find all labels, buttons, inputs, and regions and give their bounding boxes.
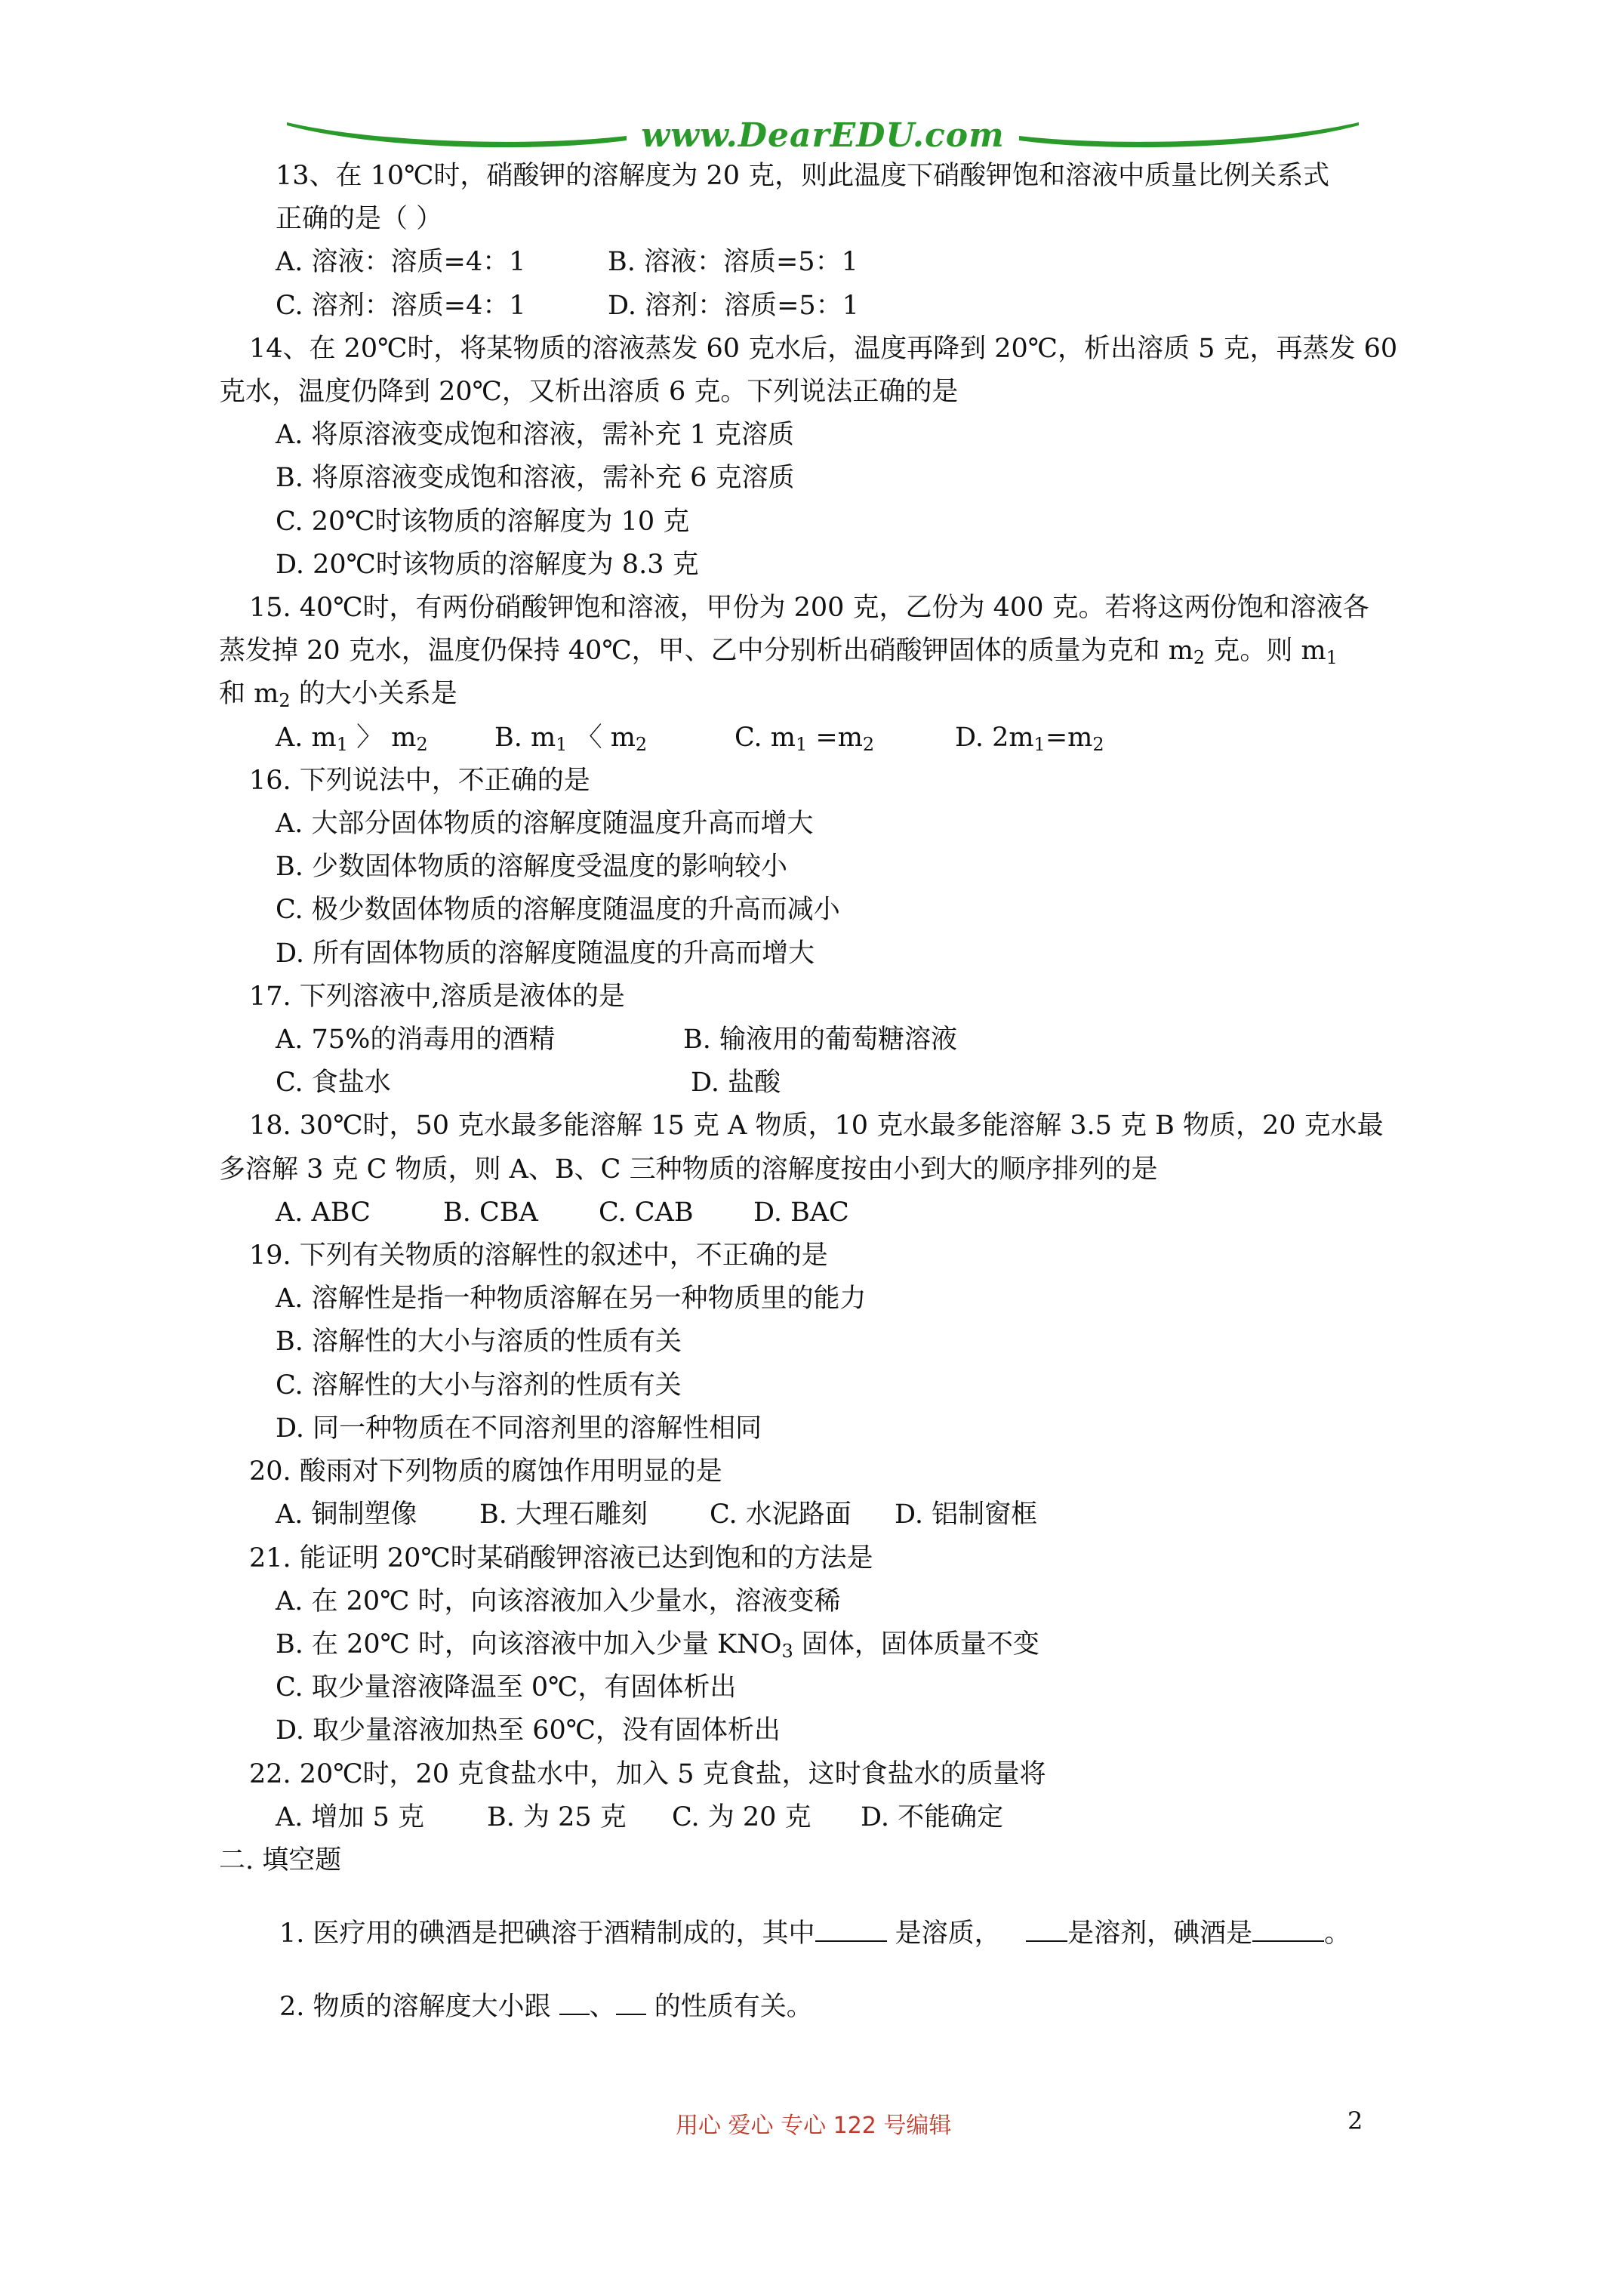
q17-option-b: B. 输液用的葡萄糖溶液 bbox=[683, 1025, 957, 1056]
subscript: 2 bbox=[635, 733, 648, 755]
q13-option-d: D. 溶剂：溶质=5：1 bbox=[608, 290, 859, 321]
option-text: A. m bbox=[276, 722, 337, 753]
q16-option-c: C. 极少数固体物质的溶解度随温度的升高而减小 bbox=[276, 895, 840, 926]
q21-option-c: C. 取少量溶液降温至 0℃，有固体析出 bbox=[276, 1672, 737, 1703]
q18-option-d: D. BAC bbox=[753, 1197, 849, 1228]
q15-line2-text2: 克。则 m bbox=[1205, 636, 1326, 667]
q19-option-c: C. 溶解性的大小与溶剂的性质有关 bbox=[276, 1370, 682, 1401]
fill-text: 1. 医疗用的碘酒是把碘溶于酒精制成的，其中 bbox=[279, 1918, 815, 1949]
subscript: 2 bbox=[1092, 733, 1104, 755]
fill-question-2 bbox=[219, 1986, 1419, 2029]
page-footer bbox=[0, 2106, 1623, 2144]
q18-option-c: C. CAB bbox=[599, 1197, 694, 1228]
subscript: 1 bbox=[1326, 647, 1338, 669]
q14-option-d: D. 20℃时该物质的溶解度为 8.3 克 bbox=[276, 549, 699, 580]
section2-title: 二. 填空题 bbox=[219, 1845, 342, 1875]
fill-text: 、 bbox=[589, 1992, 616, 2023]
q18-option-b: B. CBA bbox=[443, 1197, 538, 1228]
q15-options bbox=[219, 717, 1419, 760]
q15-option-b bbox=[494, 717, 735, 760]
q17-options-ab bbox=[219, 1019, 1419, 1062]
q17-option-c: C. 食盐水 bbox=[276, 1068, 391, 1099]
q15-option-c bbox=[735, 717, 955, 760]
fill-text: 是溶剂，碘酒是 bbox=[1067, 1918, 1253, 1949]
q20-options bbox=[219, 1493, 1419, 1536]
q14-line2: 克水，温度仍降到 20℃，又析出溶质 6 克。下列说法正确的是 bbox=[219, 377, 959, 408]
answer-blank[interactable] bbox=[1026, 1918, 1067, 1942]
q18-options bbox=[219, 1191, 1419, 1234]
question-content bbox=[219, 155, 1419, 2029]
q14-option-b: B. 将原溶液变成饱和溶液，需补充 6 克溶质 bbox=[276, 463, 795, 494]
answer-blank[interactable] bbox=[616, 1991, 646, 2015]
subscript: 3 bbox=[781, 1640, 793, 1662]
option-text: B. 在 20℃ 时，向该溶液中加入少量 KNO bbox=[276, 1629, 782, 1660]
page-number: 2 bbox=[1347, 2106, 1363, 2135]
option-text: 〈 m bbox=[567, 722, 636, 753]
q20-stem: 20. 酸雨对下列物质的腐蚀作用明显的是 bbox=[249, 1456, 722, 1487]
q17-options-cd bbox=[219, 1062, 1419, 1105]
subscript: 2 bbox=[279, 690, 291, 712]
q19-option-b: B. 溶解性的大小与溶质的性质有关 bbox=[276, 1327, 682, 1358]
option-text: D. 2m bbox=[955, 722, 1034, 753]
q13-option-c: C. 溶剂：溶质=4：1 bbox=[276, 290, 526, 321]
option-text: C. m bbox=[735, 722, 796, 753]
fill-text: 是溶质， bbox=[886, 1918, 1001, 1949]
q13-options-cd bbox=[219, 285, 1419, 328]
q13-option-b: B. 溶液：溶质=5：1 bbox=[608, 247, 858, 278]
q22-stem: 22. 20℃时，20 克食盐水中，加入 5 克食盐，这时食盐水的质量将 bbox=[249, 1758, 1046, 1789]
q22-option-b: B. 为 25 克 bbox=[487, 1801, 627, 1832]
q20-option-a: A. 铜制塑像 bbox=[276, 1499, 417, 1530]
q13-line1: 13、在 10℃时，硝酸钾的溶解度为 20 克，则此温度下硝酸钾饱和溶液中质量比例关系式 bbox=[276, 161, 1330, 191]
footer-editor-note: 用心 爱心 专心 122 号编辑 bbox=[676, 2113, 952, 2139]
option-text: 〉 m bbox=[348, 722, 417, 753]
q22-option-d: D. 不能确定 bbox=[861, 1801, 1004, 1832]
q15-line3-text2: 的大小关系是 bbox=[290, 679, 457, 710]
q22-option-c: C. 为 20 克 bbox=[672, 1801, 812, 1832]
q21-option-b bbox=[219, 1623, 1419, 1666]
q17-option-a: A. 75%的消毒用的酒精 bbox=[276, 1025, 556, 1056]
q14-line1: 14、在 20℃时，将某物质的溶液蒸发 60 克水后，温度再降到 20℃，析出溶质 5 克，再蒸发 60 bbox=[249, 333, 1398, 364]
q22-option-a: A. 增加 5 克 bbox=[276, 1801, 425, 1832]
fill-question-1 bbox=[219, 1912, 1419, 1955]
subscript: 2 bbox=[862, 733, 875, 755]
fill-text: 。 bbox=[1324, 1918, 1351, 1949]
q19-option-a: A. 溶解性是指一种物质溶解在另一种物质里的能力 bbox=[276, 1284, 867, 1314]
q21-stem: 21. 能证明 20℃时某硝酸钾溶液已达到饱和的方法是 bbox=[249, 1542, 873, 1573]
q21-option-a: A. 在 20℃ 时，向该溶液加入少量水，溶液变稀 bbox=[276, 1586, 841, 1616]
q15-line3 bbox=[219, 673, 1419, 716]
q18-line2: 多溶解 3 克 C 物质，则 A、B、C 三种物质的溶解度按由小到大的顺序排列的是 bbox=[219, 1154, 1158, 1185]
q13-option-a: A. 溶液：溶质=4：1 bbox=[276, 247, 526, 278]
q22-options bbox=[219, 1796, 1419, 1839]
option-text: 固体，固体质量不变 bbox=[793, 1629, 1039, 1660]
q19-stem: 19. 下列有关物质的溶解性的叙述中，不正确的是 bbox=[249, 1240, 828, 1271]
option-text: B. m bbox=[494, 722, 556, 753]
header-banner bbox=[287, 113, 1359, 159]
q18-line1: 18. 30℃时，50 克水最多能溶解 15 克 A 物质，10 克水最多能溶解 3.5 克 B 物质，20 克水最 bbox=[249, 1111, 1384, 1142]
q20-option-d: D. 铝制窗框 bbox=[895, 1499, 1038, 1530]
fill-text: 2. 物质的溶解度大小跟 bbox=[279, 1992, 559, 2023]
q16-option-b: B. 少数固体物质的溶解度受温度的影响较小 bbox=[276, 852, 787, 883]
answer-blank[interactable] bbox=[1252, 1918, 1324, 1942]
q21-option-d: D. 取少量溶液加热至 60℃，没有固体析出 bbox=[276, 1715, 781, 1746]
option-text: =m bbox=[1045, 722, 1093, 753]
subscript: 2 bbox=[416, 733, 428, 755]
q15-option-a bbox=[276, 717, 494, 760]
q19-option-d: D. 同一种物质在不同溶剂里的溶解性相同 bbox=[276, 1413, 762, 1444]
q16-option-a: A. 大部分固体物质的溶解度随温度升高而增大 bbox=[276, 809, 814, 840]
q15-line2-text: 蒸发掉 20 克水，温度仍保持 40℃，甲、乙中分别析出硝酸钾固体的质量为克和 m bbox=[219, 636, 1193, 667]
q17-stem: 17. 下列溶液中,溶质是液体的是 bbox=[249, 981, 625, 1012]
subscript: 1 bbox=[556, 733, 568, 755]
subscript: 1 bbox=[1033, 733, 1046, 755]
q16-stem: 16. 下列说法中，不正确的是 bbox=[249, 765, 590, 796]
subscript: 2 bbox=[1193, 647, 1206, 669]
subscript: 1 bbox=[795, 733, 808, 755]
q15-option-d bbox=[955, 717, 1104, 760]
fill-text: 的性质有关。 bbox=[645, 1992, 813, 2023]
q18-option-a: A. ABC bbox=[276, 1197, 371, 1228]
option-text: =m bbox=[807, 722, 863, 753]
q15-line3-text: 和 m bbox=[219, 679, 279, 710]
q15-line1: 15. 40℃时，有两份硝酸钾饱和溶液，甲份为 200 克，乙份为 400 克。若将这两份饱和溶液各 bbox=[249, 593, 1369, 624]
answer-blank[interactable] bbox=[815, 1918, 887, 1942]
q13-line2: 正确的是（ ） bbox=[276, 204, 443, 235]
q14-option-c: C. 20℃时该物质的溶解度为 10 克 bbox=[276, 506, 690, 537]
answer-blank[interactable] bbox=[559, 1991, 590, 2015]
q16-option-d: D. 所有固体物质的溶解度随温度的升高而增大 bbox=[276, 938, 815, 969]
q15-line2 bbox=[219, 630, 1419, 673]
q20-option-c: C. 水泥路面 bbox=[710, 1499, 852, 1530]
subscript: 1 bbox=[336, 733, 348, 755]
q14-option-a: A. 将原溶液变成饱和溶液，需补充 1 克溶质 bbox=[276, 420, 795, 451]
site-name: www.DearEDU.com bbox=[641, 116, 1005, 155]
q20-option-b: B. 大理石雕刻 bbox=[479, 1499, 648, 1530]
q13-options-ab bbox=[219, 241, 1419, 284]
q17-option-d: D. 盐酸 bbox=[691, 1068, 781, 1099]
